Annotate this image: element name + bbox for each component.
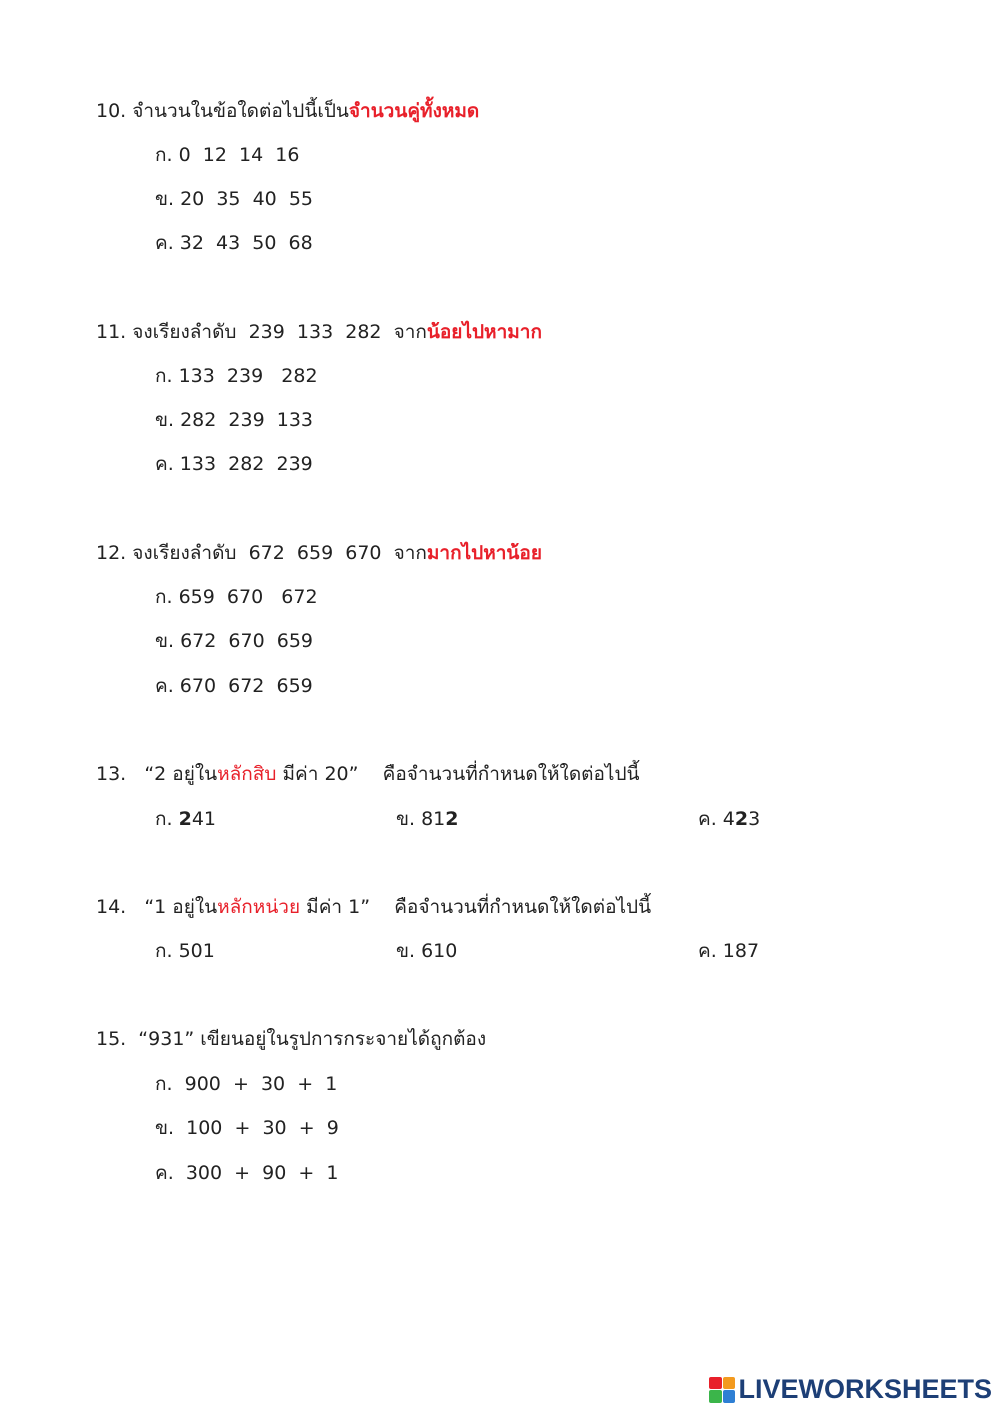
question-12-option-c[interactable]: ค. 670 672 659 [155,675,313,697]
question-14-option-b[interactable]: ข. 610 [396,940,458,962]
question-15: 15. “931” เขียนอยู่ในรูปการกระจายได้ถูกต้อง [96,1028,487,1050]
question-15-option-a[interactable]: ก. 900 + 30 + 1 [155,1073,338,1095]
question-13-suffix: มีค่า 20” คือจำนวนที่กำหนดให้ใดต่อไปนี้ [276,763,640,785]
question-13-option-c[interactable] [698,807,760,831]
question-14-option-c[interactable]: ค. 187 [698,940,760,962]
option-b-label: ข. 81 [396,808,446,830]
question-11-option-a[interactable]: ก. 133 239 282 [155,365,318,387]
question-10-option-b[interactable]: ข. 20 35 40 55 [155,188,314,210]
option-a-rest: 41 [191,808,217,830]
question-10-highlight: จำนวนคู่ทั้งหมด [348,100,480,122]
option-b-bold-digit: 2 [445,808,459,830]
liveworksheets-brand-name: LIVEWORKSHEETS [738,1374,992,1404]
question-14-text: 14. “1 อยู่ใน [96,896,218,918]
question-13-option-b[interactable] [396,807,458,831]
question-14 [96,895,651,919]
option-c-label: ค. 4 [698,808,735,830]
question-12-text: 12. จงเรียงลำดับ 672 659 670 จาก [96,542,427,564]
question-11 [96,320,542,344]
option-c-rest: 3 [748,808,761,830]
question-14-option-a[interactable]: ก. 501 [155,940,215,962]
question-12-highlight: มากไปหาน้อย [426,542,542,564]
question-13-highlight: หลักสิบ [217,763,277,785]
question-11-text: 11. จงเรียงลำดับ 239 133 282 จาก [96,321,427,343]
option-a-bold-digit: 2 [178,808,192,830]
question-15-option-c[interactable]: ค. 300 + 90 + 1 [155,1162,339,1184]
question-13-option-a[interactable] [155,807,216,831]
question-12-option-a[interactable]: ก. 659 670 672 [155,586,318,608]
question-11-option-c[interactable]: ค. 133 282 239 [155,453,313,475]
liveworksheets-watermark [709,1374,992,1405]
question-14-highlight: หลักหน่วย [217,896,301,918]
option-a-label: ก. [155,808,179,830]
option-c-bold-digit: 2 [734,808,749,830]
question-10-option-a[interactable]: ก. 0 12 14 16 [155,144,300,166]
question-11-highlight: น้อยไปหามาก [426,321,542,343]
question-13 [96,762,640,786]
question-10-text: 10. จำนวนในข้อใดต่อไปนี้เป็น [96,100,349,122]
question-10 [96,99,479,123]
question-15-option-b[interactable]: ข. 100 + 30 + 9 [155,1117,339,1139]
question-12-option-b[interactable]: ข. 672 670 659 [155,630,314,652]
question-10-option-c[interactable]: ค. 32 43 50 68 [155,232,313,254]
question-14-suffix: มีค่า 1” คือจำนวนที่กำหนดให้ใดต่อไปนี้ [300,896,652,918]
question-13-text: 13. “2 อยู่ใน [96,763,218,785]
question-12 [96,541,542,565]
question-11-option-b[interactable]: ข. 282 239 133 [155,409,314,431]
liveworksheets-logo-icon [709,1377,735,1403]
